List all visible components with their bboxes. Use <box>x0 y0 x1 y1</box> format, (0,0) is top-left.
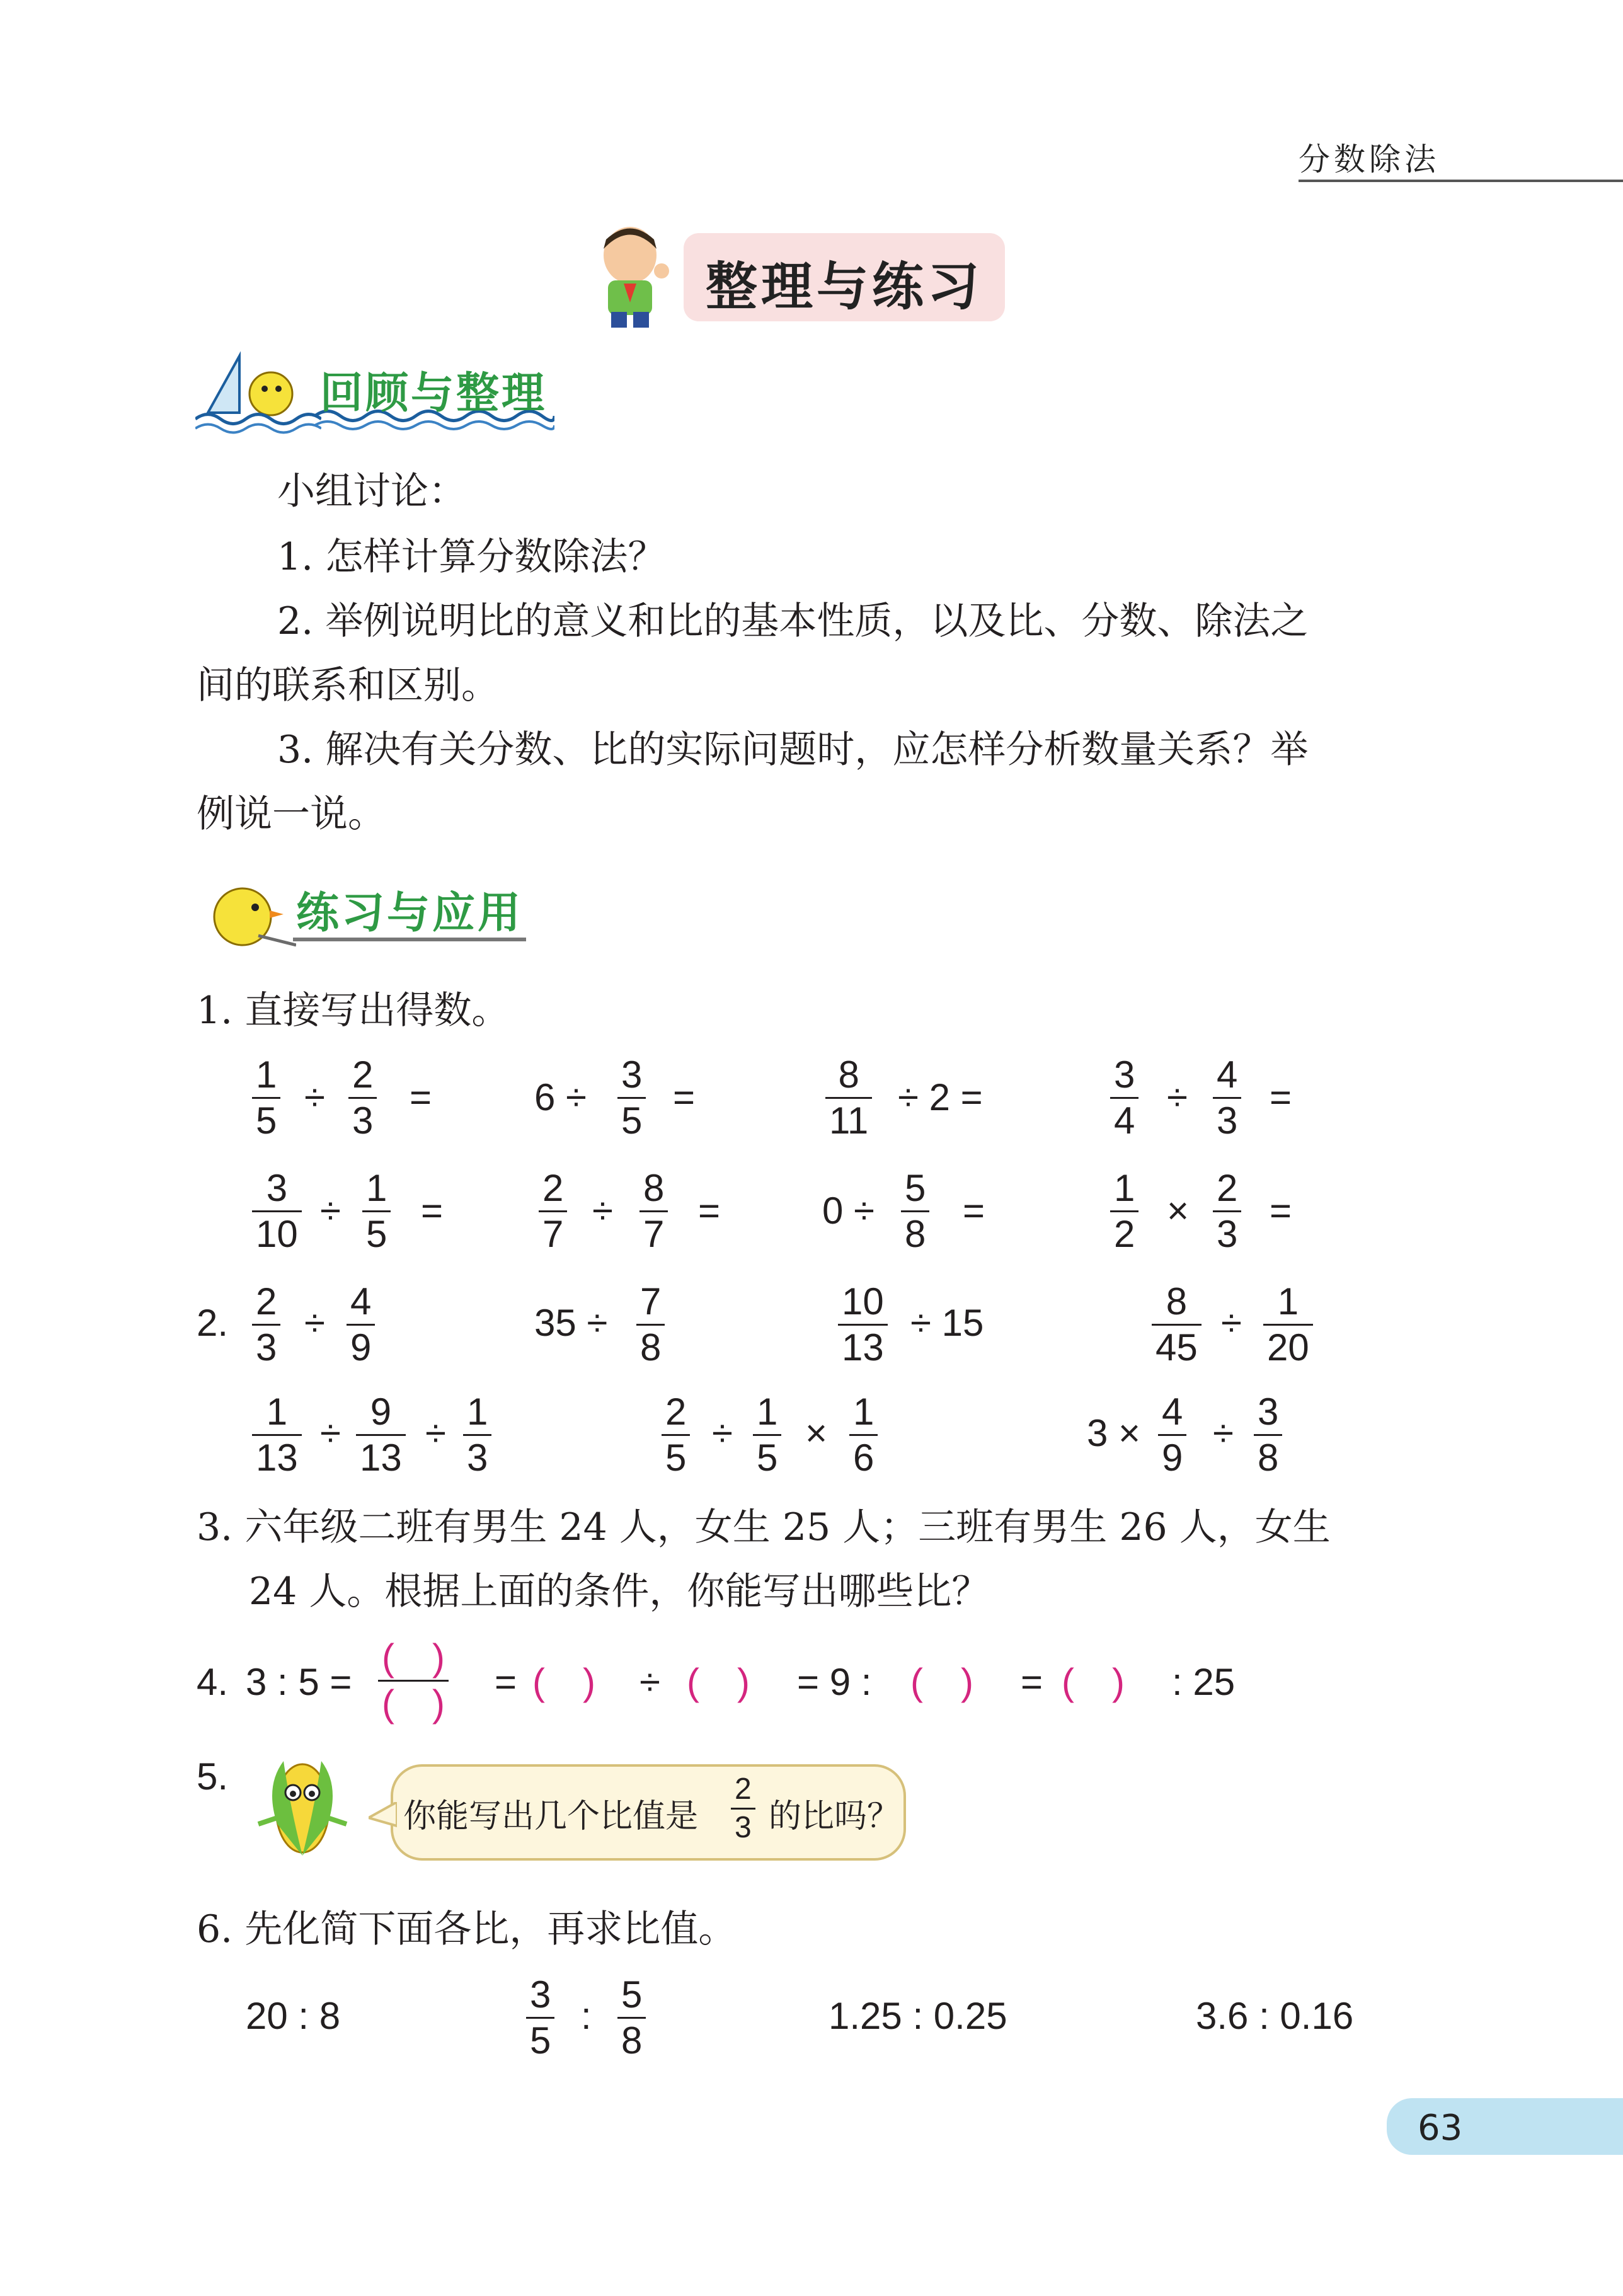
equals-sign: = <box>1270 1190 1292 1232</box>
division-sign: ÷ <box>639 1661 660 1703</box>
fraction: 1 20 <box>1263 1282 1313 1367</box>
blank-fraction: ( ) ( ) <box>378 1638 449 1723</box>
blank-parenthesis[interactable]: ( ) <box>910 1661 973 1703</box>
operator: ÷ <box>1213 1412 1234 1454</box>
chick-pointer-icon <box>195 873 296 955</box>
exercise-6-label: 6. 先化简下面各比，再求比值。 <box>197 1907 737 1951</box>
fraction: 1 13 <box>252 1392 302 1478</box>
colon: : <box>581 1995 592 2037</box>
running-head <box>1299 129 1623 182</box>
fraction: 1 5 <box>362 1169 391 1254</box>
expression-prefix: 35 ÷ <box>534 1302 608 1344</box>
fraction: 2 7 <box>539 1169 567 1254</box>
fraction: 1 5 <box>753 1392 781 1478</box>
fraction: 2 3 <box>731 1774 755 1844</box>
equals-sign: = <box>421 1190 444 1232</box>
fraction: 3 5 <box>526 1975 554 2060</box>
fraction: 4 9 <box>347 1282 375 1367</box>
equals-sign: = <box>495 1661 517 1703</box>
practice-heading: 练习与应用 <box>296 888 524 938</box>
fraction: 7 8 <box>636 1282 665 1367</box>
fraction: 3 5 <box>617 1055 646 1140</box>
equals-sign: = <box>1270 1076 1292 1118</box>
page-title: 整理与练习 <box>706 257 984 317</box>
fraction: 3 8 <box>1254 1392 1282 1478</box>
ratio-nine: = 9 : <box>797 1661 872 1703</box>
operator: × <box>1167 1190 1190 1232</box>
exercise-3-line-2: 24 人。根据上面的条件，你能写出哪些比？ <box>249 1570 990 1614</box>
fraction: 1 5 <box>252 1055 280 1140</box>
expression-prefix: 3 × <box>1087 1412 1141 1454</box>
fraction: 2 3 <box>348 1055 377 1140</box>
operator: ÷ <box>320 1412 341 1454</box>
equals-sign: = <box>698 1190 721 1232</box>
fraction: 1 6 <box>849 1392 878 1478</box>
fraction: 1 2 <box>1110 1169 1138 1254</box>
fraction: 3 4 <box>1110 1055 1138 1140</box>
discussion-label: 小组讨论： <box>277 469 466 514</box>
running-head-text: 分数除法 <box>1299 141 1440 178</box>
operator: ÷ <box>425 1412 446 1454</box>
equals-sign: = <box>673 1076 696 1118</box>
sailboat-chick-icon <box>195 350 321 438</box>
blank-parenthesis[interactable]: ( ) <box>687 1661 750 1703</box>
equals-sign: = <box>410 1076 432 1118</box>
exercise-3-line-1: 3. 六年级二班有男生 24 人，女生 25 人；三班有男生 26 人，女生 <box>197 1505 1331 1549</box>
expression-suffix: ÷ 15 <box>910 1302 984 1344</box>
exercise-1-label: 1. 直接写出得数。 <box>197 989 510 1033</box>
review-question-3-line-2: 例说一说。 <box>197 792 386 836</box>
blank-parenthesis[interactable]: ( ) <box>1062 1661 1125 1703</box>
review-question-3-line-1: 3. 解决有关分数、比的实际问题时，应怎样分析数量关系？举 <box>277 728 1309 772</box>
review-question-2-line-2: 间的联系和区别。 <box>197 663 499 708</box>
fraction: 4 9 <box>1158 1392 1186 1478</box>
page-number: 63 <box>1418 2108 1463 2149</box>
expression-suffix: ÷ 2 = <box>898 1076 983 1118</box>
operator: × <box>805 1412 828 1454</box>
ratio-start: 3 : 5 = <box>246 1661 352 1703</box>
fraction: 8 11 <box>825 1055 872 1140</box>
expression-prefix: 6 ÷ <box>534 1076 587 1118</box>
fraction: 9 13 <box>356 1392 406 1478</box>
boy-illustration <box>586 221 680 328</box>
speech-bubble-tail <box>369 1802 397 1827</box>
exercise-4-label: 4. <box>197 1661 229 1703</box>
operator: ÷ <box>320 1190 341 1232</box>
fraction: 8 45 <box>1152 1282 1201 1367</box>
review-question-2-line-1: 2. 举例说明比的意义和比的基本性质，以及比、分数、除法之 <box>277 599 1309 643</box>
operator: ÷ <box>592 1190 613 1232</box>
fraction: 5 8 <box>901 1169 929 1254</box>
fraction: 1 3 <box>463 1392 491 1478</box>
ratio-20-8: 20 : 8 <box>246 1995 341 2037</box>
fraction: 3 10 <box>252 1169 302 1254</box>
expression-prefix: 0 ÷ <box>822 1190 875 1232</box>
speech-bubble-text-pre: 你能写出几个比值是 <box>403 1798 699 1835</box>
ratio-1-25-0-25: 1.25 : 0.25 <box>829 1995 1007 2037</box>
fraction: 2 3 <box>252 1282 280 1367</box>
operator: ÷ <box>304 1076 325 1118</box>
fraction: 8 7 <box>639 1169 668 1254</box>
review-question-1: 1. 怎样计算分数除法？ <box>277 535 666 579</box>
operator: ÷ <box>1167 1076 1188 1118</box>
exercise-2-label: 2. <box>197 1302 229 1344</box>
operator: ÷ <box>304 1302 325 1344</box>
equals-sign: = <box>1021 1661 1043 1703</box>
fraction: 4 3 <box>1213 1055 1241 1140</box>
corn-character-illustration <box>246 1748 359 1874</box>
fraction: 2 5 <box>662 1392 690 1478</box>
ratio-3-6-0-16: 3.6 : 0.16 <box>1196 1995 1354 2037</box>
fraction: 2 3 <box>1213 1169 1241 1254</box>
review-heading: 回顾与整理 <box>320 369 548 418</box>
fraction: 10 13 <box>838 1282 888 1367</box>
equals-sign: = <box>963 1190 985 1232</box>
exercise-5-label: 5. <box>197 1755 229 1798</box>
blank-parenthesis[interactable]: ( ) <box>532 1661 595 1703</box>
fraction: 5 8 <box>617 1975 646 2060</box>
speech-bubble-text-post: 的比吗？ <box>769 1798 900 1835</box>
operator: ÷ <box>1221 1302 1242 1344</box>
ratio-end: : 25 <box>1172 1661 1236 1703</box>
operator: ÷ <box>712 1412 733 1454</box>
